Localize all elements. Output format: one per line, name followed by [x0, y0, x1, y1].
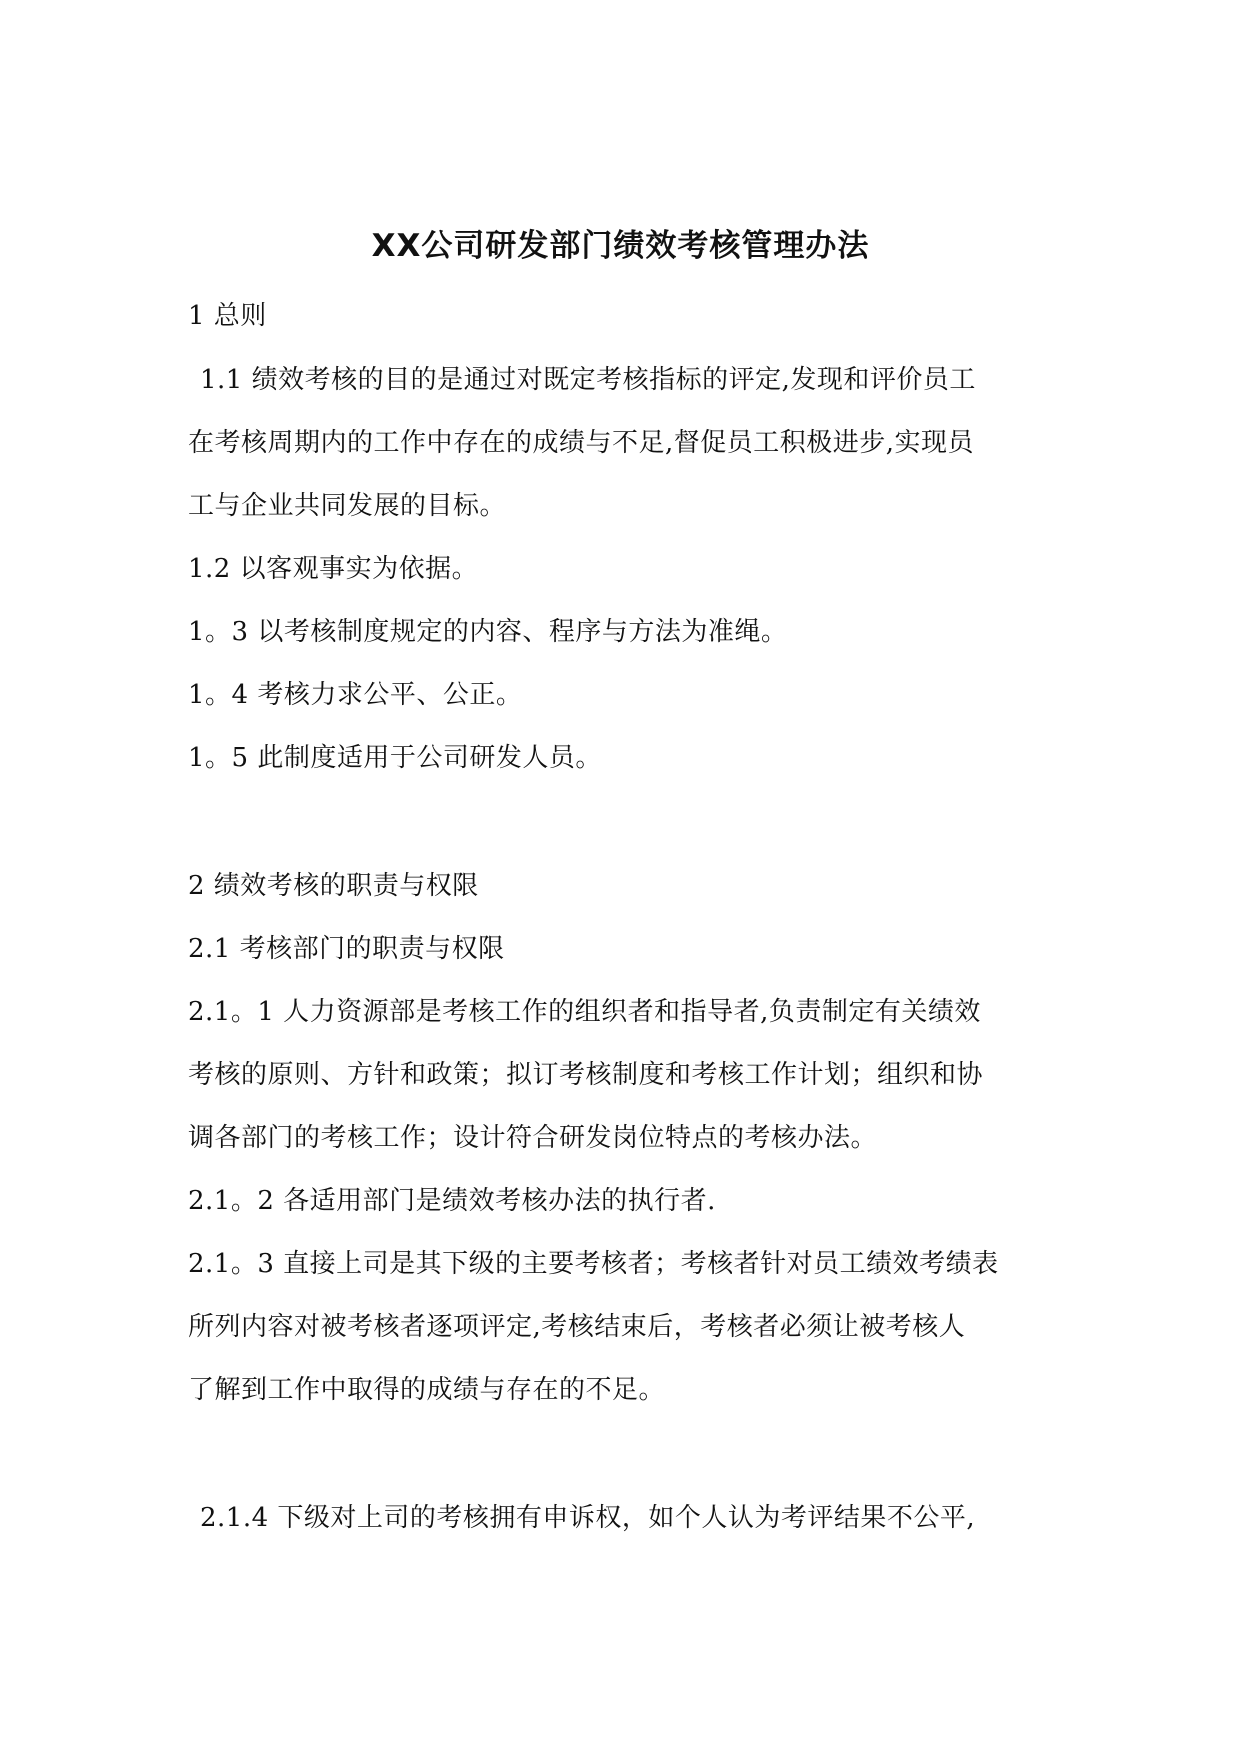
subsection-heading: 2.1 考核部门的职责与权限 [188, 934, 505, 964]
paragraph-line: 2.1。1 人力资源部是考核工作的组织者和指导者,负责制定有关绩效 [188, 997, 981, 1027]
paragraph-line: 2.1。2 各适用部门是绩效考核办法的执行者. [188, 1186, 716, 1216]
paragraph-line: 1。4 考核力求公平、公正。 [188, 680, 523, 710]
paragraph-line: 工与企业共同发展的目标。 [188, 491, 507, 521]
paragraph-line: 在考核周期内的工作中存在的成绩与不足,督促员工积极进步,实现员 [188, 428, 975, 458]
paragraph-line: 考核的原则、方针和政策；拟订考核制度和考核工作计划；组织和协 [188, 1060, 984, 1090]
paragraph-line: 1.2 以客观事实为依据。 [188, 554, 479, 584]
paragraph-line: 调各部门的考核工作；设计符合研发岗位特点的考核办法。 [188, 1123, 878, 1153]
section-heading-1: 1 总则 [188, 301, 267, 331]
paragraph-line: 1。5 此制度适用于公司研发人员。 [188, 743, 602, 773]
section-heading-2: 2 绩效考核的职责与权限 [188, 871, 479, 901]
paragraph-line: 1.1 绩效考核的目的是通过对既定考核指标的评定,发现和评价员工 [200, 365, 976, 395]
paragraph-line: 了解到工作中取得的成绩与存在的不足。 [188, 1375, 666, 1405]
paragraph-line: 2.1。3 直接上司是其下级的主要考核者；考核者针对员工绩效考绩表 [188, 1249, 999, 1279]
paragraph-line: 2.1.4 下级对上司的考核拥有申诉权，如个人认为考评结果不公平, [200, 1503, 976, 1533]
paragraph-line: 所列内容对被考核者逐项评定,考核结束后，考核者必须让被考核人 [188, 1312, 966, 1342]
paragraph-line: 1。3 以考核制度规定的内容、程序与方法为准绳。 [188, 617, 788, 647]
document-title: XX公司研发部门绩效考核管理办法 [371, 228, 870, 264]
